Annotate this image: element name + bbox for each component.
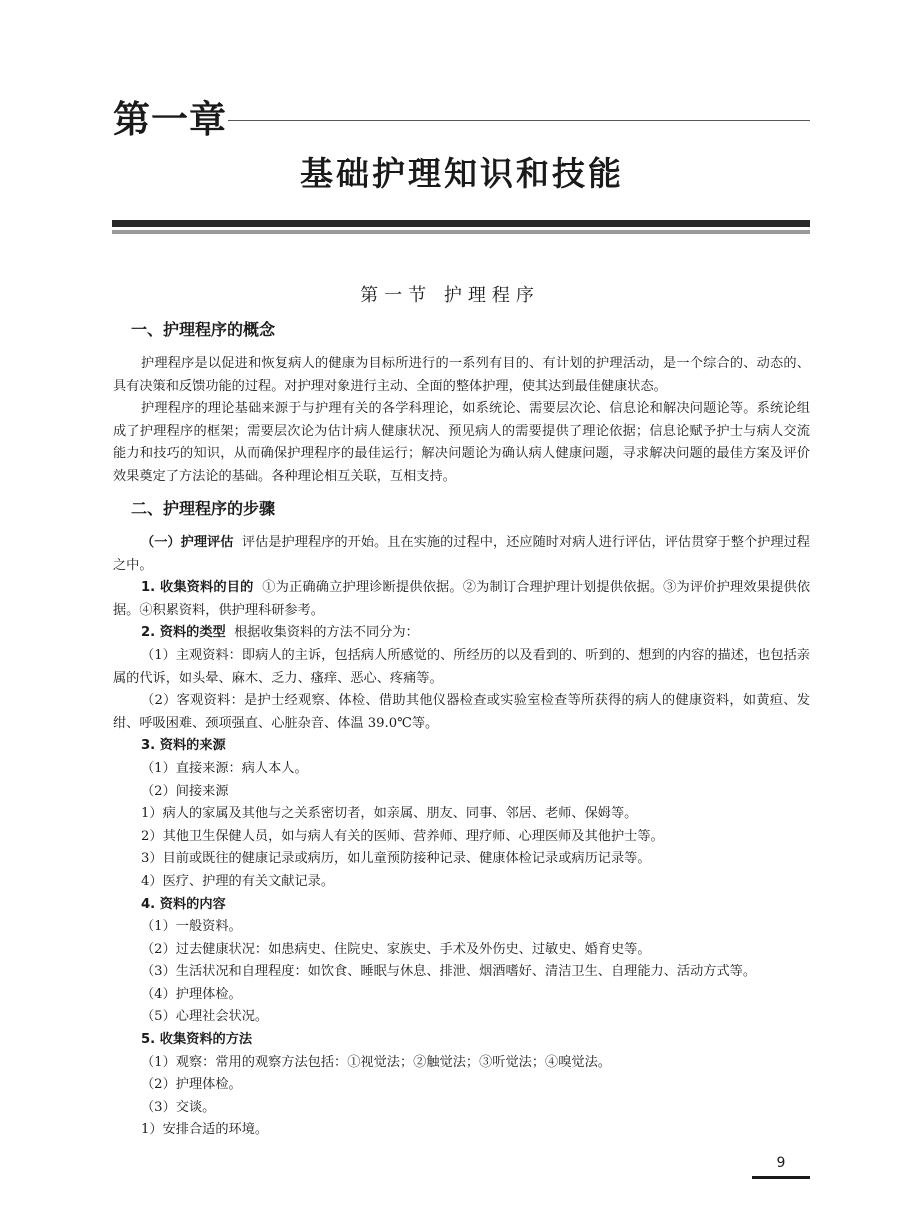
section-title: 第一节 护理程序 bbox=[360, 285, 540, 306]
methods-heading bbox=[113, 1029, 810, 1052]
paragraph-purpose bbox=[113, 577, 810, 622]
purpose-text: ①为正确确立护理诊断提供依据。②为制订合理护理计划提供依据。③为评价护理效果提供依据。④积累资料，供护理科研参考。 bbox=[113, 580, 811, 618]
list-item: （4）护理体检。 bbox=[141, 986, 242, 1002]
title-divider-shadow bbox=[112, 230, 810, 234]
list-item: 4）医疗、护理的有关文献记录。 bbox=[141, 873, 335, 889]
paragraph-concept-2: 护理程序的理论基础来源于与护理有关的各学科理论，如系统论、需要层次论、信息论和解决问题论等。系统论组成了护理程序的框架；需要层次论为估计病人健康状况、预见病人的需要提供了理论依据；信息论赋予护士与病人交流能力和技巧的知识，从而确保护理程序的最佳运行；解决问题论为确认病人健康问题，寻求解决问题的最佳方案及评价效果奠定了方法论的基础。各种理论相互关联，互相支持。 bbox=[113, 401, 810, 484]
page-number-rule bbox=[752, 1176, 810, 1179]
heading-concept: 一、护理程序的概念 bbox=[131, 320, 276, 339]
assessment-label: （一）护理评估 bbox=[141, 535, 234, 550]
content-heading bbox=[113, 894, 810, 917]
list-item: （3）交谈。 bbox=[141, 1099, 216, 1115]
chapter-label: 第一章 bbox=[113, 98, 227, 141]
data-types-text: 根据收集资料的方法不同分为： bbox=[234, 625, 419, 641]
chapter-title: 基础护理知识和技能 bbox=[300, 154, 624, 193]
list-item: （2）过去健康状况：如患病史、住院史、家族史、手术及外伤史、过敏史、婚育史等。 bbox=[141, 941, 651, 957]
list-item: 1）安排合适的环境。 bbox=[141, 1122, 269, 1138]
objective-data: （2）客观资料：是护士经观察、体检、借助其他仪器检查或实验室检查等所获得的病人的健康资料，如黄疸、发绀、呼吸困难、颈项强直、心脏杂音、体温 39.0℃等。 bbox=[113, 693, 810, 731]
title-divider-thick bbox=[112, 220, 810, 227]
paragraph-assessment bbox=[113, 532, 810, 577]
list-item: （3）生活状况和自理程度：如饮食、睡眠与休息、排泄、烟酒嗜好、清洁卫生、自理能力、活动方式等。 bbox=[141, 964, 757, 980]
content-label: 4. 资料的内容 bbox=[141, 896, 226, 912]
sources-heading bbox=[113, 735, 810, 758]
page-number: 9 bbox=[776, 1155, 786, 1171]
list-item: （5）心理社会状况。 bbox=[141, 1009, 269, 1025]
list-item: （2）护理体检。 bbox=[141, 1077, 242, 1093]
assessment-text: 评估是护理程序的开始。且在实施的过程中，还应随时对病人进行评估，评估贯穿于整个护理过程之中。 bbox=[113, 535, 810, 573]
list-item: （1）直接来源：病人本人。 bbox=[141, 760, 308, 776]
list-item: 3）目前或既往的健康记录或病历，如儿童预防接种记录、健康体检记录或病历记录等。 bbox=[141, 851, 651, 867]
list-item: 1）病人的家属及其他与之关系密切者，如亲属、朋友、同事、邻居、老师、保姆等。 bbox=[141, 806, 638, 822]
subjective-data: （1）主观资料：即病人的主诉，包括病人所感觉的、所经历的以及看到的、听到的、想到的内容的描述，也包括亲属的代诉，如头晕、麻木、乏力、瘙痒、恶心、疼痛等。 bbox=[113, 647, 810, 686]
heading-steps: 二、护理程序的步骤 bbox=[131, 499, 276, 518]
body-content bbox=[113, 315, 810, 1142]
data-types-label: 2. 资料的类型 bbox=[141, 625, 226, 641]
sources-label: 3. 资料的来源 bbox=[141, 738, 226, 754]
chapter-rule bbox=[228, 120, 810, 121]
methods-label: 5. 收集资料的方法 bbox=[141, 1032, 253, 1048]
list-item: （1）一般资料。 bbox=[141, 919, 242, 935]
list-item: （1）观察：常用的观察方法包括：①视觉法；②触觉法；③听觉法；④嗅觉法。 bbox=[141, 1054, 611, 1070]
paragraph-data-types bbox=[113, 622, 810, 645]
purpose-label: 1. 收集资料的目的 bbox=[141, 580, 254, 596]
list-item: 2）其他卫生保健人员，如与病人有关的医师、营养师、理疗师、心理医师及其他护士等。 bbox=[141, 828, 664, 844]
paragraph-concept-1: 护理程序是以促进和恢复病人的健康为目标所进行的一系列有目的、有计划的护理活动，是一个综合的、动态的、具有决策和反馈功能的过程。对护理对象进行主动、全面的整体护理，使其达到最佳健康状态。 bbox=[113, 356, 810, 394]
list-item: （2）间接来源 bbox=[141, 783, 229, 799]
